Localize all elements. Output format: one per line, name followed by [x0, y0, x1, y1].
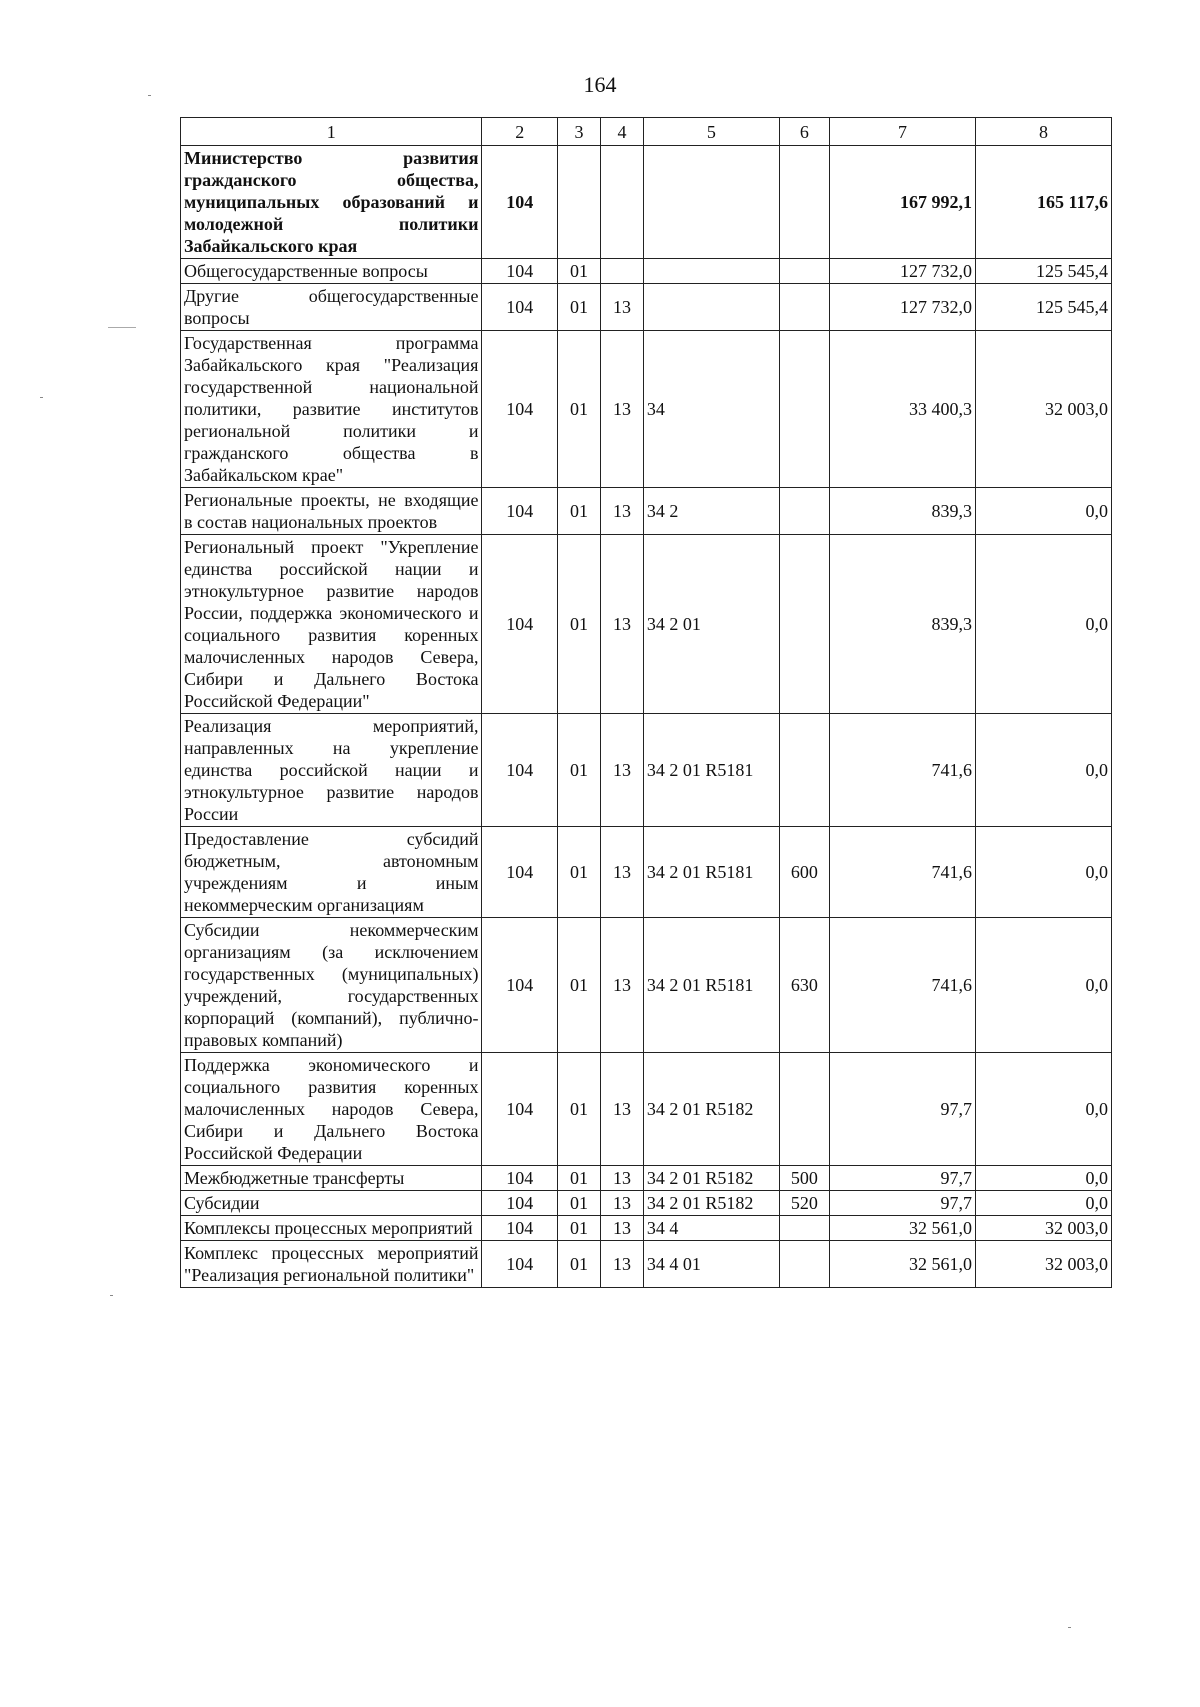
amount-year-1-cell: 32 561,0 — [829, 1241, 975, 1288]
ministry-code-cell: 104 — [482, 714, 558, 827]
amount-year-2-cell: 32 003,0 — [976, 1241, 1112, 1288]
amount-year-1-cell: 33 400,3 — [829, 331, 975, 488]
section-code-cell: 01 — [558, 1241, 601, 1288]
expense-type-cell: 500 — [779, 1166, 829, 1191]
table-row — [181, 146, 1112, 259]
subsection-code-cell: 13 — [601, 488, 644, 535]
expense-type-cell: 520 — [779, 1191, 829, 1216]
table-row — [181, 827, 1112, 918]
amount-year-1-cell: 97,7 — [829, 1053, 975, 1166]
section-code-cell: 01 — [558, 1191, 601, 1216]
page-number: 164 — [583, 72, 617, 97]
amount-year-1-cell: 741,6 — [829, 827, 975, 918]
expense-type-cell: 600 — [779, 827, 829, 918]
ministry-code-cell: 104 — [482, 259, 558, 284]
section-code-cell: 01 — [558, 1216, 601, 1241]
row-name-cell: Другие общегосударственные вопросы — [181, 284, 482, 331]
section-code-cell: 01 — [558, 535, 601, 714]
amount-year-1-cell: 127 732,0 — [829, 284, 975, 331]
subsection-code-cell: 13 — [601, 1191, 644, 1216]
section-code-cell: 01 — [558, 918, 601, 1053]
target-article-cell: 34 — [643, 331, 779, 488]
ministry-code-cell: 104 — [482, 1191, 558, 1216]
expense-type-cell — [779, 146, 829, 259]
scan-mark — [40, 397, 43, 398]
ministry-code-cell: 104 — [482, 1216, 558, 1241]
target-article-cell: 34 4 — [643, 1216, 779, 1241]
header-col-1: 1 — [181, 118, 482, 146]
scan-mark — [148, 95, 151, 96]
amount-year-2-cell: 0,0 — [976, 488, 1112, 535]
scan-mark — [108, 327, 136, 328]
amount-year-2-cell: 0,0 — [976, 918, 1112, 1053]
target-article-cell: 34 2 01 R5181 — [643, 827, 779, 918]
row-name-cell: Субсидии — [181, 1191, 482, 1216]
subsection-code-cell — [601, 259, 644, 284]
expense-type-cell — [779, 714, 829, 827]
subsection-code-cell: 13 — [601, 284, 644, 331]
amount-year-1-cell: 741,6 — [829, 918, 975, 1053]
target-article-cell — [643, 284, 779, 331]
amount-year-1-cell: 127 732,0 — [829, 259, 975, 284]
ministry-code-cell: 104 — [482, 1053, 558, 1166]
section-code-cell: 01 — [558, 259, 601, 284]
expense-type-cell — [779, 488, 829, 535]
table-row — [181, 535, 1112, 714]
amount-year-1-cell: 97,7 — [829, 1191, 975, 1216]
header-col-4: 4 — [601, 118, 644, 146]
row-name-cell: Региональный проект "Укрепление единства российской нации и этнокультурное развитие народов России, поддержка экономического и социального развития коренных малочисленных народов Севера, Сибири и Дальнего Востока Российской Федерации" — [181, 535, 482, 714]
ministry-code-cell: 104 — [482, 1166, 558, 1191]
target-article-cell: 34 2 01 R5182 — [643, 1166, 779, 1191]
target-article-cell: 34 4 01 — [643, 1241, 779, 1288]
target-article-cell: 34 2 — [643, 488, 779, 535]
amount-year-2-cell: 125 545,4 — [976, 284, 1112, 331]
ministry-code-cell: 104 — [482, 535, 558, 714]
target-article-cell — [643, 259, 779, 284]
expense-type-cell — [779, 1053, 829, 1166]
header-col-5: 5 — [643, 118, 779, 146]
ministry-code-cell: 104 — [482, 284, 558, 331]
target-article-cell — [643, 146, 779, 259]
amount-year-1-cell: 839,3 — [829, 488, 975, 535]
header-col-6: 6 — [779, 118, 829, 146]
ministry-code-cell: 104 — [482, 918, 558, 1053]
amount-year-2-cell: 0,0 — [976, 1053, 1112, 1166]
target-article-cell: 34 2 01 R5182 — [643, 1191, 779, 1216]
amount-year-1-cell: 741,6 — [829, 714, 975, 827]
table-row — [181, 331, 1112, 488]
section-code-cell: 01 — [558, 827, 601, 918]
row-name-cell: Межбюджетные трансферты — [181, 1166, 482, 1191]
section-code-cell: 01 — [558, 1053, 601, 1166]
section-code-cell — [558, 146, 601, 259]
expense-type-cell — [779, 1216, 829, 1241]
table-row — [181, 284, 1112, 331]
table-row — [181, 259, 1112, 284]
amount-year-2-cell: 0,0 — [976, 714, 1112, 827]
row-name-cell: Комплексы процессных мероприятий — [181, 1216, 482, 1241]
row-name-cell: Государственная программа Забайкальского края "Реализация государственной национальной политики, развитие институтов региональной политики и гражданского общества в Забайкальском крае" — [181, 331, 482, 488]
subsection-code-cell: 13 — [601, 1241, 644, 1288]
section-code-cell: 01 — [558, 331, 601, 488]
table-row — [181, 1053, 1112, 1166]
subsection-code-cell: 13 — [601, 918, 644, 1053]
ministry-code-cell: 104 — [482, 827, 558, 918]
table-header-row — [181, 118, 1112, 146]
amount-year-2-cell: 32 003,0 — [976, 1216, 1112, 1241]
table-row — [181, 1241, 1112, 1288]
subsection-code-cell: 13 — [601, 1053, 644, 1166]
expense-type-cell — [779, 331, 829, 488]
table-row — [181, 714, 1112, 827]
section-code-cell: 01 — [558, 488, 601, 535]
row-name-cell: Реализация мероприятий, направленных на укрепление единства российской нации и этнокультурное развитие народов России — [181, 714, 482, 827]
section-code-cell: 01 — [558, 714, 601, 827]
expense-type-cell — [779, 1241, 829, 1288]
subsection-code-cell: 13 — [601, 331, 644, 488]
subsection-code-cell: 13 — [601, 1216, 644, 1241]
table-row — [181, 1191, 1112, 1216]
amount-year-1-cell: 97,7 — [829, 1166, 975, 1191]
subsection-code-cell: 13 — [601, 714, 644, 827]
subsection-code-cell: 13 — [601, 1166, 644, 1191]
ministry-code-cell: 104 — [482, 331, 558, 488]
amount-year-2-cell: 0,0 — [976, 1166, 1112, 1191]
amount-year-2-cell: 0,0 — [976, 827, 1112, 918]
table-row — [181, 1166, 1112, 1191]
row-name-cell: Региональные проекты, не входящие в состав национальных проектов — [181, 488, 482, 535]
budget-table — [180, 117, 1112, 1288]
amount-year-2-cell: 0,0 — [976, 1191, 1112, 1216]
amount-year-1-cell: 839,3 — [829, 535, 975, 714]
scan-mark — [110, 1295, 113, 1296]
amount-year-2-cell: 0,0 — [976, 535, 1112, 714]
header-col-7: 7 — [829, 118, 975, 146]
amount-year-2-cell: 32 003,0 — [976, 331, 1112, 488]
subsection-code-cell: 13 — [601, 535, 644, 714]
target-article-cell: 34 2 01 — [643, 535, 779, 714]
row-name-cell: Поддержка экономического и социального развития коренных малочисленных народов Севера, Сибири и Дальнего Востока Российской Федерации — [181, 1053, 482, 1166]
ministry-code-cell: 104 — [482, 1241, 558, 1288]
scan-mark — [1068, 1627, 1071, 1628]
amount-year-1-cell: 167 992,1 — [829, 146, 975, 259]
row-name-cell: Министерство развития гражданского общества, муниципальных образований и молодежной политики Забайкальского края — [181, 146, 482, 259]
ministry-code-cell: 104 — [482, 488, 558, 535]
target-article-cell: 34 2 01 R5181 — [643, 918, 779, 1053]
expense-type-cell — [779, 535, 829, 714]
row-name-cell: Комплекс процессных мероприятий "Реализация региональной политики" — [181, 1241, 482, 1288]
row-name-cell: Субсидии некоммерческим организациям (за исключением государственных (муниципальных) учреждений, государственных корпораций (компаний), публично-правовых компаний) — [181, 918, 482, 1053]
row-name-cell: Общегосударственные вопросы — [181, 259, 482, 284]
amount-year-1-cell: 32 561,0 — [829, 1216, 975, 1241]
amount-year-2-cell: 165 117,6 — [976, 146, 1112, 259]
expense-type-cell: 630 — [779, 918, 829, 1053]
header-col-3: 3 — [558, 118, 601, 146]
header-col-2: 2 — [482, 118, 558, 146]
target-article-cell: 34 2 01 R5182 — [643, 1053, 779, 1166]
target-article-cell: 34 2 01 R5181 — [643, 714, 779, 827]
header-col-8: 8 — [976, 118, 1112, 146]
expense-type-cell — [779, 284, 829, 331]
ministry-code-cell: 104 — [482, 146, 558, 259]
subsection-code-cell: 13 — [601, 827, 644, 918]
table-row — [181, 918, 1112, 1053]
section-code-cell: 01 — [558, 1166, 601, 1191]
expense-type-cell — [779, 259, 829, 284]
table-row — [181, 1216, 1112, 1241]
amount-year-2-cell: 125 545,4 — [976, 259, 1112, 284]
table-row — [181, 488, 1112, 535]
row-name-cell: Предоставление субсидий бюджетным, автономным учреждениям и иным некоммерческим организациям — [181, 827, 482, 918]
section-code-cell: 01 — [558, 284, 601, 331]
subsection-code-cell — [601, 146, 644, 259]
